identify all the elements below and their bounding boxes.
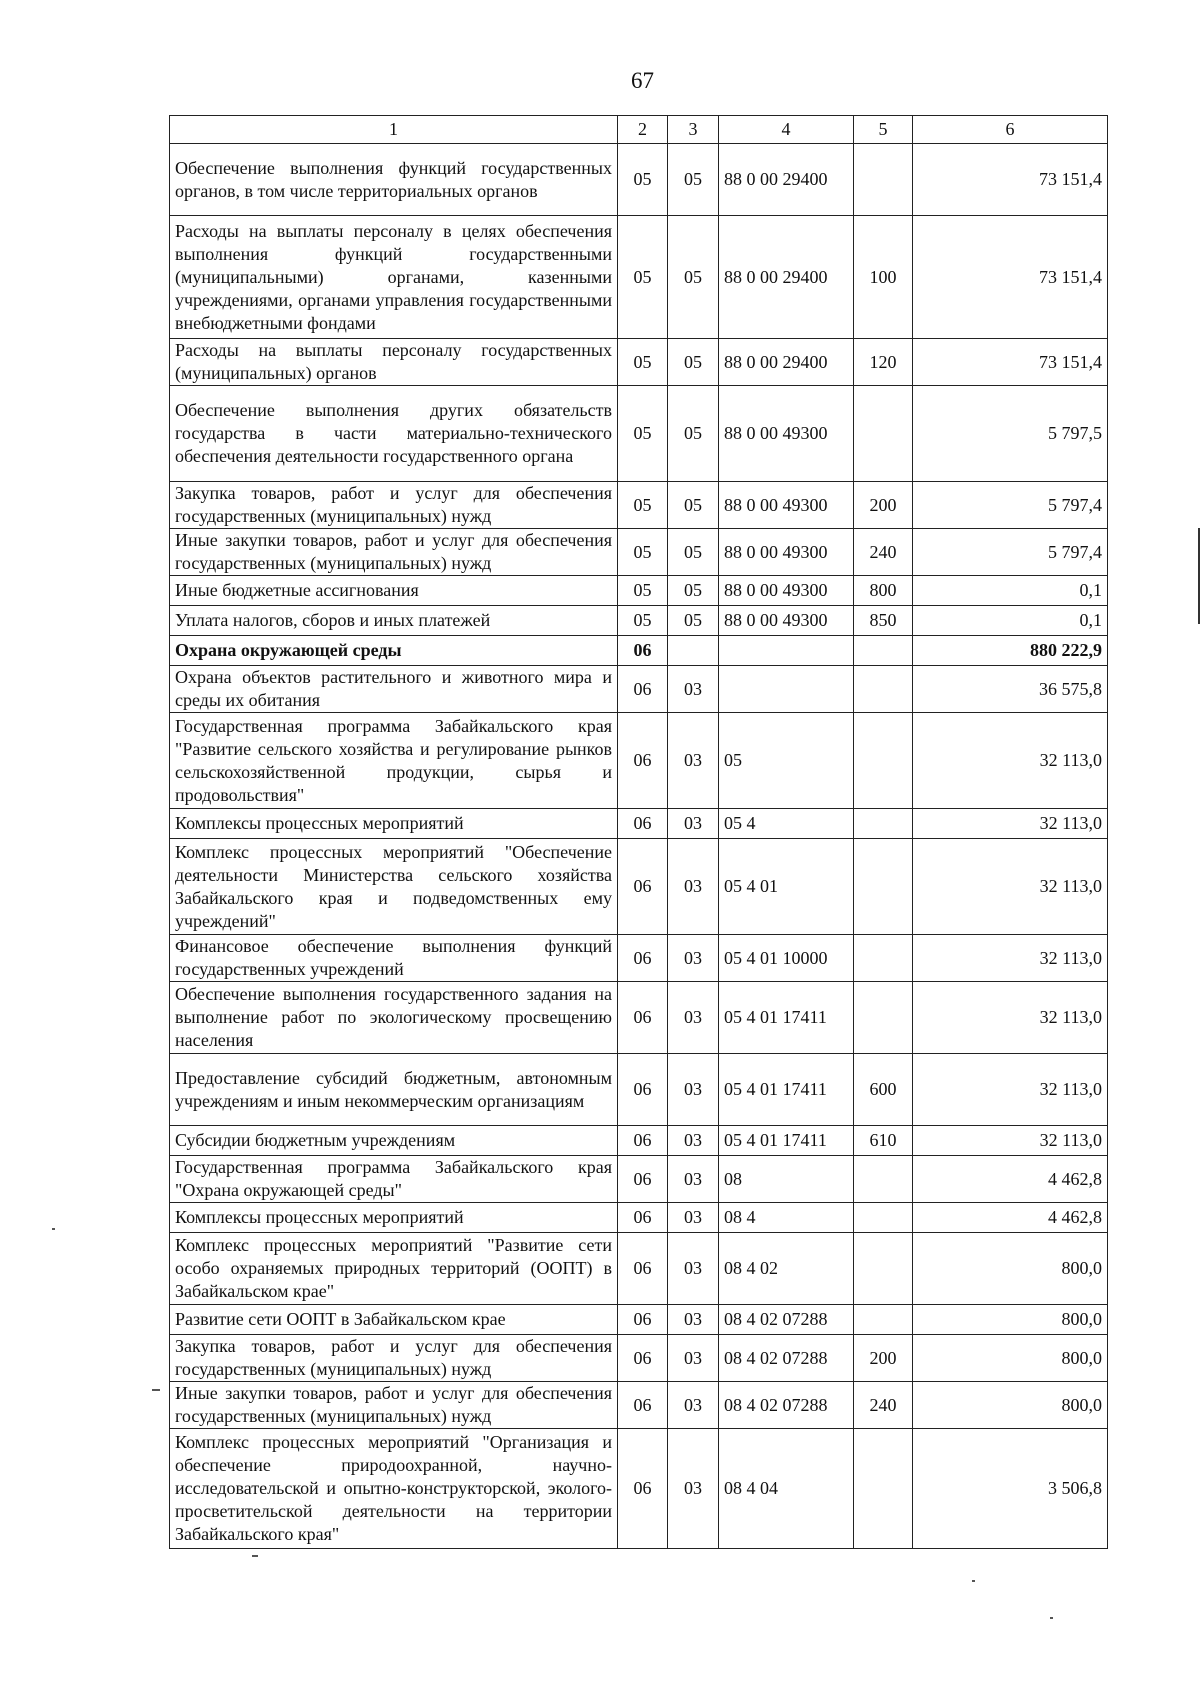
- table-row: [170, 1203, 1108, 1233]
- table-row: [170, 1054, 1108, 1126]
- row-target-code: 88 0 00 29400: [719, 216, 854, 339]
- row-section: 05: [618, 144, 668, 216]
- row-name: Обеспечение выполнения государственного задания на выполнение работ по экологическому просвещению населения: [170, 982, 618, 1054]
- row-amount: 3 506,8: [913, 1429, 1108, 1549]
- table-row: [170, 339, 1108, 386]
- row-amount: 800,0: [913, 1382, 1108, 1429]
- row-amount: 32 113,0: [913, 935, 1108, 982]
- row-amount: 5 797,4: [913, 482, 1108, 529]
- row-name: Охрана объектов растительного и животного мира и среды их обитания: [170, 666, 618, 713]
- row-name: Обеспечение выполнения функций государственных органов, в том числе территориальных органов: [170, 144, 618, 216]
- row-expense-type: [854, 713, 913, 809]
- row-amount: 0,1: [913, 576, 1108, 606]
- row-name: Государственная программа Забайкальского края "Охрана окружающей среды": [170, 1156, 618, 1203]
- table-row: [170, 144, 1108, 216]
- table-row: [170, 216, 1108, 339]
- row-subsection: 03: [668, 1429, 719, 1549]
- scan-speck: [252, 1555, 258, 1557]
- row-section: 05: [618, 606, 668, 636]
- table-row: [170, 713, 1108, 809]
- row-amount: 5 797,4: [913, 529, 1108, 576]
- row-amount: 32 113,0: [913, 1054, 1108, 1126]
- row-expense-type: 240: [854, 1382, 913, 1429]
- row-subsection: [668, 636, 719, 666]
- row-amount: 800,0: [913, 1233, 1108, 1305]
- table-row: [170, 1335, 1108, 1382]
- row-subsection: 05: [668, 606, 719, 636]
- row-subsection: 03: [668, 1233, 719, 1305]
- row-expense-type: [854, 386, 913, 482]
- column-header-2: 2: [618, 116, 668, 144]
- row-expense-type: 600: [854, 1054, 913, 1126]
- scan-speck: [52, 1228, 55, 1230]
- row-amount: 73 151,4: [913, 216, 1108, 339]
- row-expense-type: [854, 1203, 913, 1233]
- row-expense-type: [854, 1233, 913, 1305]
- row-target-code: 05 4 01 17411: [719, 982, 854, 1054]
- row-target-code: 88 0 00 49300: [719, 576, 854, 606]
- row-amount: 73 151,4: [913, 144, 1108, 216]
- table-row: [170, 1156, 1108, 1203]
- table-header: [170, 116, 1108, 144]
- row-expense-type: [854, 1429, 913, 1549]
- row-target-code: 05 4 01 17411: [719, 1126, 854, 1156]
- row-name: Иные закупки товаров, работ и услуг для обеспечения государственных (муниципальных) нужд: [170, 1382, 618, 1429]
- row-amount: 32 113,0: [913, 982, 1108, 1054]
- row-name: Предоставление субсидий бюджетным, автономным учреждениям и иным некоммерческим организациям: [170, 1054, 618, 1126]
- column-header-5: 5: [854, 116, 913, 144]
- table-row: [170, 1382, 1108, 1429]
- row-expense-type: [854, 809, 913, 839]
- table-row: [170, 482, 1108, 529]
- table-row: [170, 386, 1108, 482]
- row-expense-type: [854, 935, 913, 982]
- column-header-6: 6: [913, 116, 1108, 144]
- row-subsection: 03: [668, 1156, 719, 1203]
- row-amount: 800,0: [913, 1305, 1108, 1335]
- row-target-code: 88 0 00 29400: [719, 144, 854, 216]
- row-section: 05: [618, 482, 668, 529]
- row-amount: 0,1: [913, 606, 1108, 636]
- row-name: Комплексы процессных мероприятий: [170, 809, 618, 839]
- row-section: 06: [618, 1156, 668, 1203]
- row-subsection: 03: [668, 666, 719, 713]
- row-section: 06: [618, 1233, 668, 1305]
- row-target-code: 88 0 00 49300: [719, 386, 854, 482]
- row-expense-type: [854, 636, 913, 666]
- scan-speck: [972, 1580, 975, 1582]
- row-subsection: 03: [668, 935, 719, 982]
- row-section: 05: [618, 386, 668, 482]
- row-amount: 800,0: [913, 1335, 1108, 1382]
- table-row: [170, 1429, 1108, 1549]
- row-expense-type: [854, 839, 913, 935]
- scan-speck: [152, 1389, 160, 1391]
- row-section: 06: [618, 1429, 668, 1549]
- row-target-code: 05 4 01: [719, 839, 854, 935]
- row-subsection: 03: [668, 1126, 719, 1156]
- table-row: [170, 636, 1108, 666]
- row-name: Финансовое обеспечение выполнения функций государственных учреждений: [170, 935, 618, 982]
- table-row: [170, 576, 1108, 606]
- table-row: [170, 666, 1108, 713]
- row-amount: 32 113,0: [913, 1126, 1108, 1156]
- table-row: [170, 935, 1108, 982]
- table-body: [170, 144, 1108, 1549]
- row-target-code: 05 4: [719, 809, 854, 839]
- row-name: Уплата налогов, сборов и иных платежей: [170, 606, 618, 636]
- row-section: 06: [618, 1305, 668, 1335]
- row-subsection: 03: [668, 1382, 719, 1429]
- row-section: 06: [618, 1126, 668, 1156]
- row-name: Закупка товаров, работ и услуг для обеспечения государственных (муниципальных) нужд: [170, 482, 618, 529]
- row-target-code: 08: [719, 1156, 854, 1203]
- row-expense-type: 200: [854, 1335, 913, 1382]
- row-section: 05: [618, 216, 668, 339]
- row-name: Развитие сети ООПТ в Забайкальском крае: [170, 1305, 618, 1335]
- row-section: 06: [618, 666, 668, 713]
- row-target-code: 08 4 02 07288: [719, 1305, 854, 1335]
- row-section: 06: [618, 713, 668, 809]
- row-amount: 5 797,5: [913, 386, 1108, 482]
- row-subsection: 05: [668, 386, 719, 482]
- row-target-code: [719, 666, 854, 713]
- row-section: 06: [618, 809, 668, 839]
- row-section: 06: [618, 982, 668, 1054]
- row-section: 06: [618, 1203, 668, 1233]
- row-subsection: 03: [668, 713, 719, 809]
- row-section: 06: [618, 636, 668, 666]
- row-target-code: 88 0 00 49300: [719, 606, 854, 636]
- row-amount: 880 222,9: [913, 636, 1108, 666]
- row-name: Государственная программа Забайкальского края "Развитие сельского хозяйства и регулирование рынков сельскохозяйственной продукции, сырья и продовольствия": [170, 713, 618, 809]
- row-subsection: 03: [668, 982, 719, 1054]
- row-section: 06: [618, 1335, 668, 1382]
- row-name: Комплексы процессных мероприятий: [170, 1203, 618, 1233]
- row-expense-type: 800: [854, 576, 913, 606]
- row-target-code: 08 4 04: [719, 1429, 854, 1549]
- row-expense-type: 100: [854, 216, 913, 339]
- row-target-code: [719, 636, 854, 666]
- row-expense-type: [854, 1305, 913, 1335]
- row-amount: 32 113,0: [913, 839, 1108, 935]
- row-target-code: 88 0 00 49300: [719, 482, 854, 529]
- row-expense-type: 850: [854, 606, 913, 636]
- row-name: Комплекс процессных мероприятий "Организация и обеспечение природоохранной, научно-исследовательской и опытно-конструкторской, эколого-просветительской деятельности на территории Забайкальского края": [170, 1429, 618, 1549]
- row-expense-type: 120: [854, 339, 913, 386]
- row-target-code: 05 4 01 17411: [719, 1054, 854, 1126]
- row-subsection: 03: [668, 1305, 719, 1335]
- budget-table: [169, 115, 1108, 1549]
- row-subsection: 05: [668, 482, 719, 529]
- row-target-code: 08 4 02 07288: [719, 1382, 854, 1429]
- row-name: Обеспечение выполнения других обязательств государства в части материально-технического обеспечения деятельности государственного органа: [170, 386, 618, 482]
- column-header-4: 4: [719, 116, 854, 144]
- row-amount: 73 151,4: [913, 339, 1108, 386]
- row-target-code: 88 0 00 29400: [719, 339, 854, 386]
- row-target-code: 05: [719, 713, 854, 809]
- row-expense-type: 240: [854, 529, 913, 576]
- row-subsection: 05: [668, 216, 719, 339]
- row-section: 06: [618, 1382, 668, 1429]
- row-section: 06: [618, 1054, 668, 1126]
- row-subsection: 05: [668, 576, 719, 606]
- row-expense-type: [854, 666, 913, 713]
- table-row: [170, 1233, 1108, 1305]
- row-target-code: 08 4: [719, 1203, 854, 1233]
- row-name: Субсидии бюджетным учреждениям: [170, 1126, 618, 1156]
- row-subsection: 03: [668, 1335, 719, 1382]
- row-section: 06: [618, 839, 668, 935]
- row-expense-type: 610: [854, 1126, 913, 1156]
- row-subsection: 03: [668, 839, 719, 935]
- row-amount: 4 462,8: [913, 1203, 1108, 1233]
- table-row: [170, 529, 1108, 576]
- row-name: Комплекс процессных мероприятий "Обеспечение деятельности Министерства сельского хозяйства Забайкальского края и подведомственных ему учреждений": [170, 839, 618, 935]
- row-name: Комплекс процессных мероприятий "Развитие сети особо охраняемых природных территорий (ООПТ) в Забайкальском крае": [170, 1233, 618, 1305]
- row-target-code: 08 4 02: [719, 1233, 854, 1305]
- row-expense-type: [854, 1156, 913, 1203]
- row-expense-type: [854, 144, 913, 216]
- row-section: 05: [618, 339, 668, 386]
- row-name: Расходы на выплаты персоналу в целях обеспечения выполнения функций государственными (муниципальными) органами, казенными учреждениями, органами управления государственными внебюджетными фондами: [170, 216, 618, 339]
- table-row: [170, 1305, 1108, 1335]
- row-target-code: 05 4 01 10000: [719, 935, 854, 982]
- row-expense-type: 200: [854, 482, 913, 529]
- column-header-1: 1: [170, 116, 618, 144]
- table-row: [170, 839, 1108, 935]
- row-section: 06: [618, 935, 668, 982]
- row-section: 05: [618, 576, 668, 606]
- row-expense-type: [854, 982, 913, 1054]
- row-subsection: 05: [668, 144, 719, 216]
- row-name: Расходы на выплаты персоналу государственных (муниципальных) органов: [170, 339, 618, 386]
- page-number: 67: [631, 68, 654, 93]
- column-header-3: 3: [668, 116, 719, 144]
- row-subsection: 03: [668, 809, 719, 839]
- table-row: [170, 606, 1108, 636]
- table-row: [170, 809, 1108, 839]
- row-subsection: 03: [668, 1054, 719, 1126]
- row-name: Иные закупки товаров, работ и услуг для обеспечения государственных (муниципальных) нужд: [170, 529, 618, 576]
- table-row: [170, 982, 1108, 1054]
- row-subsection: 05: [668, 529, 719, 576]
- row-section: 05: [618, 529, 668, 576]
- row-name: Иные бюджетные ассигнования: [170, 576, 618, 606]
- row-amount: 36 575,8: [913, 666, 1108, 713]
- header-row: [170, 116, 1108, 144]
- row-subsection: 05: [668, 339, 719, 386]
- row-amount: 32 113,0: [913, 713, 1108, 809]
- scan-speck: [1050, 1617, 1053, 1619]
- row-subsection: 03: [668, 1203, 719, 1233]
- row-target-code: 88 0 00 49300: [719, 529, 854, 576]
- row-amount: 32 113,0: [913, 809, 1108, 839]
- table-row: [170, 1126, 1108, 1156]
- row-amount: 4 462,8: [913, 1156, 1108, 1203]
- row-name: Закупка товаров, работ и услуг для обеспечения государственных (муниципальных) нужд: [170, 1335, 618, 1382]
- row-name: Охрана окружающей среды: [170, 636, 618, 666]
- row-target-code: 08 4 02 07288: [719, 1335, 854, 1382]
